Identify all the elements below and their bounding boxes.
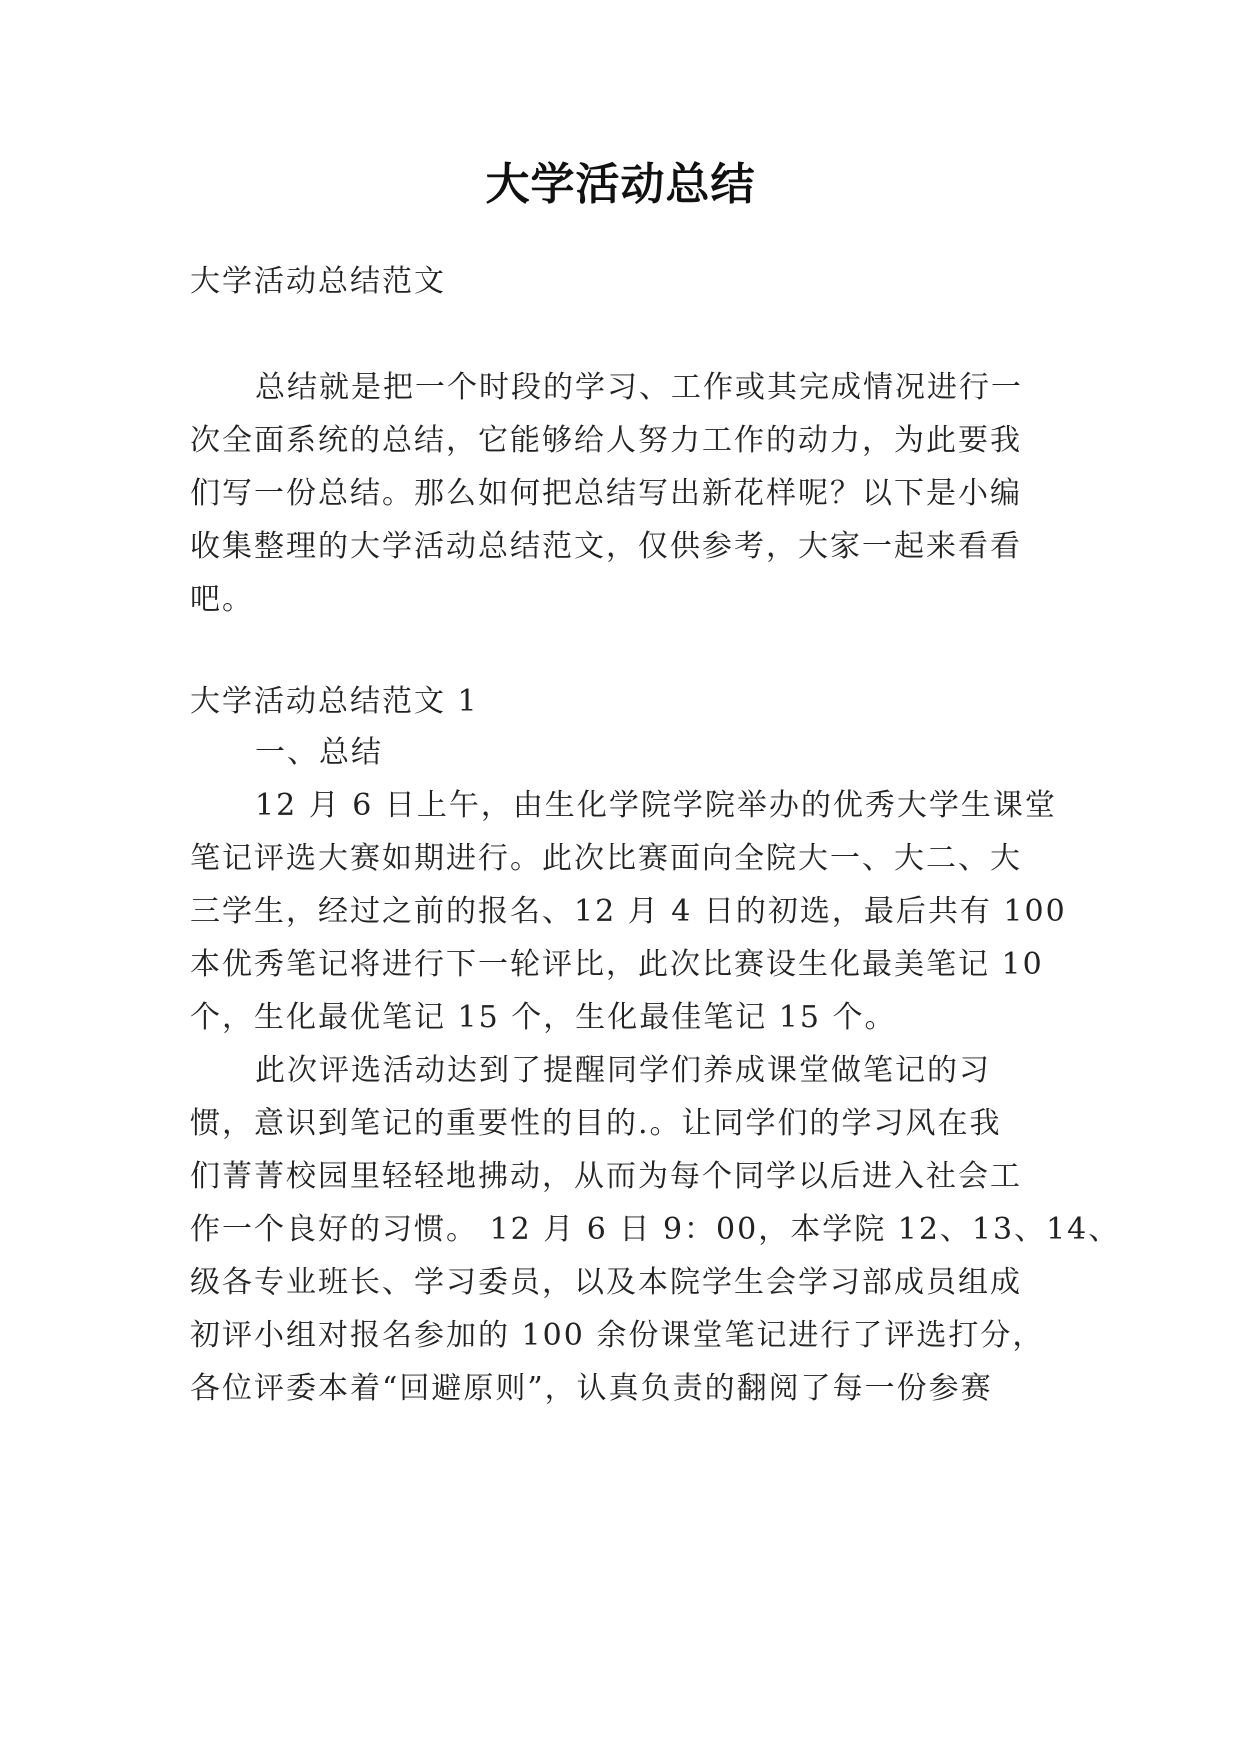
body-line: 初评小组对报名参加的 100 余份课堂笔记进行了评选打分， [190, 1318, 1045, 1353]
document-title: 大学活动总结 [485, 159, 756, 210]
intro-line: 吧。 [190, 582, 254, 617]
section-subheading: 一、总结 [255, 735, 383, 770]
document-subtitle: 大学活动总结范文 [190, 264, 446, 299]
body-line: 级各专业班长、学习委员，以及本院学生会学习部成员组成 [190, 1265, 1022, 1300]
body-line: 个，生化最优笔记 15 个，生化最佳笔记 15 个。 [190, 1000, 897, 1035]
body-line: 三学生，经过之前的报名、12 月 4 日的初选，最后共有 100 [190, 894, 1067, 929]
body-line: 惯，意识到笔记的重要性的目的.。让同学们的学习风在我 [190, 1106, 1002, 1141]
body-line: 各位评委本着“回避原则”，认真负责的翻阅了每一份参赛 [190, 1371, 993, 1406]
body-line: 作一个良好的习惯。 12 月 6 日 9：00，本学院 12、13、14、 [190, 1212, 1121, 1247]
body-line: 们菁菁校园里轻轻地拂动，从而为每个同学以后进入社会工 [190, 1159, 1022, 1194]
intro-line: 们写一份总结。那么如何把总结写出新花样呢？以下是小编 [190, 476, 1022, 511]
intro-line: 收集整理的大学活动总结范文，仅供参考，大家一起来看看 [190, 529, 1022, 564]
body-line: 12 月 6 日上午，由生化学院学院举办的优秀大学生课堂 [255, 788, 1057, 823]
body-line: 笔记评选大赛如期进行。此次比赛面向全院大一、大二、大 [190, 841, 1022, 876]
body-line: 本优秀笔记将进行下一轮评比，此次比赛设生化最美笔记 10 [190, 947, 1044, 982]
intro-line: 总结就是把一个时段的学习、工作或其完成情况进行一 [255, 370, 1023, 405]
section-heading: 大学活动总结范文 1 [190, 684, 479, 719]
intro-line: 次全面系统的总结，它能够给人努力工作的动力，为此要我 [190, 423, 1022, 458]
body-line: 此次评选活动达到了提醒同学们养成课堂做笔记的习 [255, 1053, 991, 1088]
